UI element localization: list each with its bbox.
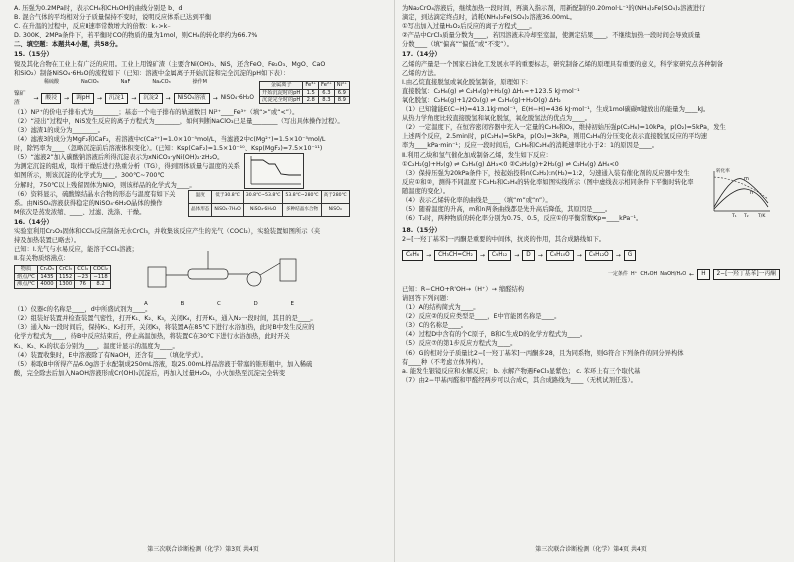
q17-intro: 乙烯的产量是一个国家石油化工发展水平的重要标志，研究制备乙烯的原理具有重要的意义，科学家研究点各种制备 xyxy=(402,60,724,68)
reagent-label: Na₂CO₃ xyxy=(152,78,171,85)
reagent-label: NaClO₃ xyxy=(81,78,99,85)
synth-condition: CH₂OH xyxy=(640,271,658,278)
q18-item: （1）A的结构简式为____。 xyxy=(402,304,480,312)
q18-item: （3）C的名称是____。 xyxy=(402,322,468,330)
option-a: A. 压强为0.2MPa时，表示CH₄和CH₃OH的曲线分别是 b、d xyxy=(14,5,183,12)
q15-item: （6）资料显示，硫酸镍结晶水合物的形态与温度有如下关系。由NiSO₄溶液获得稳定的NiSO₄·6H₂O晶体的操作 xyxy=(14,190,176,207)
page-footer: 第三次联合诊断检测（化学）第3页 共4页 xyxy=(147,545,259,553)
reagent-label: 稀硫酸 xyxy=(44,78,60,85)
q16-item: （5）称取B中所得产品6.0g溶于水配制成250mL溶液，取25.00mL样品溶液于带塞的锥形瓶中，加入稀硫 xyxy=(14,360,313,368)
q15-intro-1: 镍及其化合物在工业上有广泛的应用。工业上用镍矿渣（主要含Ni(OH)₂、NiS，还含FeO、Fe₂O₃、MgO、CaO xyxy=(14,60,326,68)
temp-table: 温度 低于30.8℃ 30.8℃~53.8℃ 53.8℃~280℃ 高于280℃ 晶体形态 NiSO₄·7H₂O NiSO₄·6H₂O 多种结晶水合物 NiSO₄ xyxy=(188,190,350,217)
q15-item: 如图所示，则该沉淀的化学式为____。300℃~700℃ xyxy=(14,172,165,180)
q17-line: 随温度的变化）。 xyxy=(402,187,450,195)
q18-heading: 18.（15分） xyxy=(402,226,441,234)
synth-node: CH₃CH=CH₂ xyxy=(434,250,477,261)
flow-start: 镍矿渣 xyxy=(14,90,26,106)
q18-intro: 2−[一羟丁基苯]一丙酮是重要的中间体，抗炎的作用，其合成路线如下。 xyxy=(402,235,606,243)
synth-node: C₆H₆ xyxy=(402,250,423,261)
q15-item: （2）“浸出”过程中，NiS发生反应的离子方程式为________，如何判断NaClO₃已足量________（写出具体操作过程）。 xyxy=(14,117,344,125)
option-b: B. 混合气体的平均相对分子质量保持不变时，说明反应体系已达到平衡 xyxy=(14,14,212,22)
q16-item: （4）装置收集时，E中溶液除了有NaOH，还含有____（填化学式）。 xyxy=(14,351,208,359)
synth-node: D xyxy=(522,250,534,261)
q17-line: 直接脱氢：C₂H₆(g) ⇌ C₂H₄(g)+H₂(g) ΔH₁=+123.5 kJ·mol⁻¹ xyxy=(402,87,580,95)
q17-line: ①C₂H₂(g)+H₂(g) ⇌ C₂H₄(g) ΔH₃<0 ②C₂H₂(g)+2H₂(g) ⇌ C₂H₆(g) ΔH₄<0 xyxy=(402,160,619,168)
tick-t2: T₂ xyxy=(744,213,749,219)
flow-step: 沉淀1 xyxy=(105,93,128,104)
flow-end: NiSO₄·6H₂O xyxy=(220,95,254,102)
q16-item: K₁、K₂、K₃的状态分别为____，温度计显示的温度为____。 xyxy=(14,342,179,350)
apparatus-figure xyxy=(143,245,304,308)
apparatus-drawing xyxy=(144,245,304,297)
q15-heading: 15.（15分） xyxy=(14,51,53,59)
apparatus-label: D xyxy=(253,301,258,308)
q16-intro: Ⅱ.有关物质熔沸点： xyxy=(14,255,70,263)
q16-intro: 持及加热装置已略去）。 xyxy=(14,237,81,245)
q15-item: （5）“滤液2”加入碳酸钠溶液后所得沉淀表示为xNiCO₃·yNi(OH)₂·zH₂O。 xyxy=(14,154,224,162)
q16-item: （1）仪器c的名称是____，d中所盛试剂为____。 xyxy=(14,306,152,314)
q17-line: 从热力学角度比较直接脱氢和氧化脱氢，氧化脱氢法的优点为____。 xyxy=(402,115,591,123)
synth-condition: H⁺ xyxy=(630,271,638,278)
flow-step: NiSO₄溶液 xyxy=(174,93,210,104)
q15-item: （4）滤液3的成分为MgF₂和CaF₂，若溶液中c(Ca²⁺)=1.0×10⁻⁵mol/L，当滤液2中c(Mg²⁺)=1.5×10⁻⁵mol/L xyxy=(14,136,326,144)
synthesis-route: C₆H₆ → CH₃CH=CH₂ → C₉H₁₂ → D → C₉H₁₀O → C₉H₁₂O → G xyxy=(402,247,780,265)
page-4 xyxy=(402,4,780,556)
q17-line: （6）T₂时，两种物质的转化率分别为0.75、0.5，反应①的平衡常数Kp=____kPa⁻¹。 xyxy=(402,215,643,223)
q16-intro: 实验室利用Cr₂O₃固体和CCl₄反应制备无水CrCl₃，并收集该反应产生的光气（COCl₂），实验装置如图所示（夹 xyxy=(14,227,321,235)
process-flow: 稀硫酸 NaClO₃ NaF Na₂CO₃ 操作M 镍矿渣 → 酸浸 → 调pH → 沉淀1 → 沉淀2 → NiSO₄溶液 → NiSO₄·6H₂O xyxy=(14,78,254,108)
q16-heading: 16.（14分） xyxy=(14,218,53,226)
flow-step: 沉淀2 xyxy=(139,93,162,104)
page-divider xyxy=(394,0,395,562)
option-c: C. 在升温的过程中，反应Ⅱ速率常数增大的倍数：k₊>k₋ xyxy=(14,23,171,31)
q17-intro: Ⅰ.由乙烷直接脱氢或氧化脱氢制备，原理如下： xyxy=(402,78,532,86)
synth-target: 2−[一羟丁基苯]一丙酮 xyxy=(713,269,780,280)
option-d: D. 300K、2MPa条件下，若平衡时CO的物质的量为1mol，则CH₄的转化率约为66.7% xyxy=(14,32,258,40)
graph-xlabel: T/K xyxy=(758,213,766,219)
reagent-label: 操作M xyxy=(192,78,207,85)
curve-label-n: n xyxy=(750,189,754,196)
melting-point-table: 物质 Cr₂O₃ CrCl₃ CCl₄ COCl₂ 熔点/℃ 1435 1152 −23 −118 沸点/℃ 4000 1300 76 8.2 xyxy=(14,265,111,288)
q18-item: （6）G的相对分子质量比2−[一羟丁基苯]一丙酮多28，且为同系物，则G符合下列条件的同分异构体 xyxy=(402,349,684,357)
q15-intro-2: 和SiO₂）制备NiSO₄·6H₂O的流程如下（已知：溶液中金属离子开始沉淀和完全沉淀的pH如下表）： xyxy=(14,69,290,77)
conversion-curves xyxy=(706,169,772,217)
q15-item: 分解时，750℃以上残留固体为NiO，则该样品的化学式为____。 xyxy=(14,181,196,189)
flow-step: 调pH xyxy=(72,93,94,104)
options-list xyxy=(14,4,392,40)
tick-t1: T₁ xyxy=(732,213,737,219)
synth-node: H xyxy=(697,269,709,280)
synth-condition: 一定条件 xyxy=(607,271,628,278)
q16-cont: 分数____（填“偏高”“偏低”或“不变”）。 xyxy=(402,41,513,49)
q16-cont: ②产品中CrCl₃质量分数为____，若因溶液未冷却至室温，使测定结果____，不继续加热一段时间会导致质量 xyxy=(402,32,701,40)
q16-cont: ①写出加入过量H₂O₂后反应的离子方程式____。 xyxy=(402,23,536,31)
q16-item: （2）组装好装置并检查装置气密性，打开K₁、K₂、K₃，关闭K₄，打开K₁，通入N₂一段时间，其目的是____。 xyxy=(14,315,317,323)
q17-line: （3）保持压强为20kPa条件下，按起始投料n(C₂H₂):n(H₂)=1:2，匀速通入装有催化剂的反应器中发生 xyxy=(402,169,690,177)
q15-item: （1）Ni²⁺的价电子排布式为________；基态一个电子排布的轨道数目 Ni²⁺____Fe³⁺（填“>”或“<”）。 xyxy=(14,108,299,116)
q16-cont: 为Na₂CrO₄溶液后，继续加热一段时间，再滴入指示剂，用新配制的0.20mol·L⁻¹的(NH₄)₂Fe(SO₄)₂溶液进行 xyxy=(402,5,706,12)
q18-item: （7）由2−甲基丙醛和甲醛经两步可以合成C，其合成路线为____（无机试剂任选）。 xyxy=(402,376,637,384)
q15-item: 时，除钙率为____（忽略沉淀前后溶液体积变化）。(已知：Ksp(CaF₂)=1.5×10⁻¹⁰、Ksp(MgF₂)=7.5×10⁻¹¹) xyxy=(14,145,323,153)
q16-item: 化学方程式为____，待B中反应结束后，停止高温加热，将装置C在30℃下进行水浴加热，此时开关 xyxy=(14,333,290,341)
apparatus-label: A xyxy=(143,301,148,308)
section-heading: 二、填空题：本题共4小题，共58分。 xyxy=(14,41,122,49)
q16-cont: 滴定，到达滴定终点时，消耗(NH₄)₂Fe(SO₄)₂溶液36.00mL。 xyxy=(402,14,576,22)
q18-item: 请回答下列问题： xyxy=(402,294,453,302)
q15-item: （3）滤渣1的成分为________。 xyxy=(14,126,104,134)
q17-line: （5）随着温度的升高，m和n两条曲线都是先升高后降低，其原因是____。 xyxy=(402,206,612,214)
q17-line: 上述两个反应，2.5min时，p(C₂H₆)=5kPa，p(O₂)=3kPa，则用C₂H₆的分压变化表示直接脱氢反应的平均速 xyxy=(402,133,708,141)
q18-item: 已知：R−CHO+R'OH→（H⁺）→ 缩醛结构 xyxy=(402,285,525,293)
q17-line: Ⅱ.利用乙炔和氢气催化加成制备乙烯，发生如下反应： xyxy=(402,151,552,159)
q17-line: （1）已知键能E(C−H)=413.1kJ·mol⁻¹，E(H−H)=436 kJ·mol⁻¹，生成1mol碳碳π键放出的能量为____kJ。 xyxy=(402,106,710,114)
q17-intro: 乙烯的方法。 xyxy=(402,69,440,77)
synth-condition: NaOH/H₂O xyxy=(660,271,687,278)
q16-intro: 已知：Ⅰ.光气与水易反应，能溶于CCl₄溶液； xyxy=(14,246,138,254)
graph-ylabel: 转化率 xyxy=(716,168,730,174)
reagent-label: NaF xyxy=(120,78,131,85)
q18-item: a. 能发生银镜反应和水解反应； b. 水解产物遇FeCl₃显紫色； c. 苯环上有三个取代基 xyxy=(402,367,641,375)
synth-node: C₉H₁₂O xyxy=(585,250,613,261)
synth-node: C₉H₁₂ xyxy=(488,250,511,261)
q17-line: 氧化脱氢：C₂H₆(g)+1/2O₂(g) ⇌ C₂H₄(g)+H₂O(g) ΔH₂ xyxy=(402,96,561,104)
apparatus-label: E xyxy=(290,301,294,308)
synth-node: G xyxy=(624,250,637,261)
q17-line: 反应①和②，测得不同温度下C₂H₂和C₂H₄的转化率如图实线所示（图中虚线表示相同条件下平衡时转化率 xyxy=(402,178,694,186)
q16-item: 酸，完全除去后加入NaOH溶液形成Cr(OH)₃沉淀后，再加入过量H₂O₂，小火加热至沉淀完全转变 xyxy=(14,369,286,377)
q17-line: （4）表示乙烯转化率的曲线是____（填“m”或“n”）。 xyxy=(402,196,552,204)
flow-step: 酸浸 xyxy=(41,93,61,104)
q18-item: （2）反应②的反应类型是____，E中官能团名称是____。 xyxy=(402,313,561,321)
q17-heading: 17.（14分） xyxy=(402,51,441,59)
synth-node: C₉H₁₀O xyxy=(546,250,574,261)
page-3 xyxy=(14,4,392,556)
q17-line: 率为____kPa·min⁻¹；反应一段时间后，C₂H₆和C₂H₄的消耗速率比小于2：1的原因是____。 xyxy=(402,142,659,150)
q15-item: M依次是蒸发浓缩、____、过滤、洗涤、干燥。 xyxy=(14,208,146,216)
page-footer: 第三次联合诊断检测（化学）第4页 共4页 xyxy=(535,545,647,553)
apparatus-label: B xyxy=(180,301,185,308)
synthesis-route-2: 一定条件 H⁺ CH₂OH NaOH/H₂O ← H 2−[一羟丁基苯]一丙酮 xyxy=(402,268,780,282)
q16-item: （3）通入N₂一段时间后，保持K₁、K₂打开，关闭K₃，将装置A在85℃下进行水浴加热，此时B中发生反应的 xyxy=(14,324,315,332)
tg-curve-figure xyxy=(244,153,304,189)
apparatus-label: C xyxy=(216,301,221,308)
conversion-graph xyxy=(706,169,772,225)
q17-line: （2）一定温度下，在恒容密闭容器中充入一定量的C₂H₆和O₂，维持初始压强p(C₂H₆)=10kPa，p(O₂)=5kPa，发生 xyxy=(402,124,726,132)
q18-item: （4）过程D中含有的个C原子，B和C生成D的化学方程式为____。 xyxy=(402,331,587,339)
ph-table: 金属离子 Fe³⁺ Fe²⁺ Ni²⁺ 开始沉淀时的pH 1.5 6.3 6.9 沉淀完全时的pH 2.8 8.3 8.9 xyxy=(259,81,350,104)
q18-item: （5）反应⑦的第1步反应方程式为____。 xyxy=(402,340,517,348)
curve-label-m: m xyxy=(744,175,749,182)
q18-item: 有____种（不考虑立体异构）。 xyxy=(402,358,488,366)
q15-item: 为测定沉淀的组成，取样干燥后进行热重分析（TG），得到固体质量与温度的关系 xyxy=(14,163,240,171)
